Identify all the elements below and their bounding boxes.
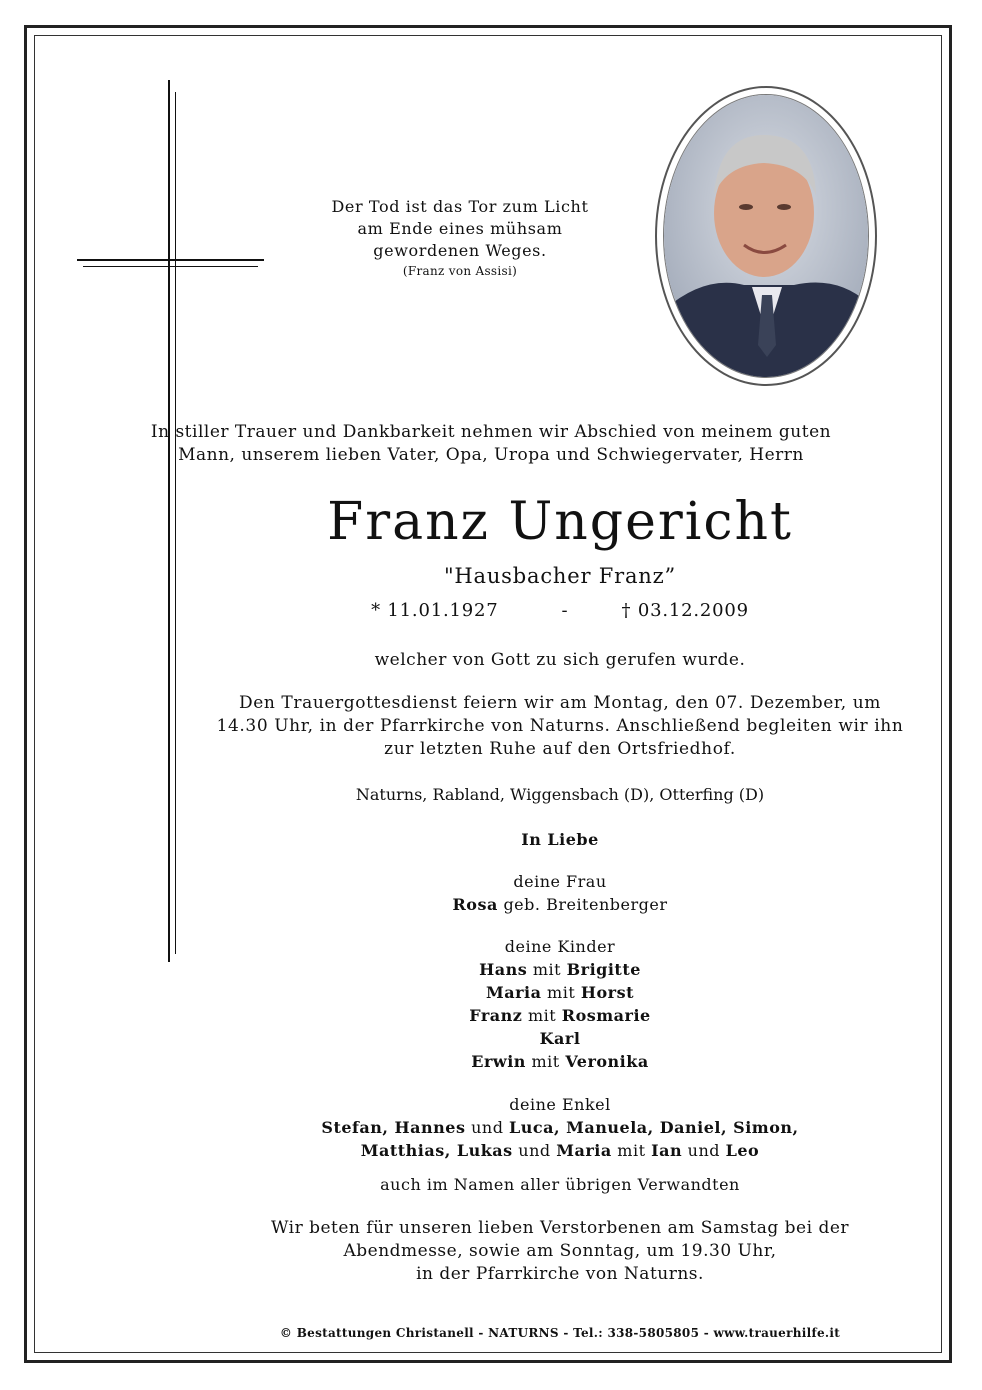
death-date: † 03.12.2009: [621, 600, 749, 621]
intro-line: Mann, unserem lieben Vater, Opa, Uropa und Schwiegervater, Herrn: [178, 445, 804, 465]
quote-line: gewordenen Weges.: [373, 241, 547, 260]
intro-text: [120, 421, 862, 467]
called-text: welcher von Gott zu sich gerufen wurde.: [374, 650, 746, 670]
grandchildren-label: deine Enkel: [509, 1095, 611, 1114]
quote-source: (Franz von Assisi): [402, 264, 518, 278]
quote: [300, 196, 620, 280]
service-line: zur letzten Ruhe auf den Ortsfriedhof.: [384, 739, 736, 759]
children-section: [260, 935, 860, 1073]
service-text: [160, 692, 960, 761]
intro-line: In stiller Trauer und Dankbarkeit nehmen wir Abschied von meinem guten: [150, 422, 832, 442]
wife-name: Rosa geb. Breitenberger: [452, 895, 668, 914]
child-row: Hans mit Brigitte: [479, 960, 641, 979]
date-separator: -: [561, 600, 569, 621]
footer: © Bestattungen Christanell - NATURNS - Tel.: 338-5805805 - www.trauerhilfe.it: [279, 1326, 841, 1340]
service-line: Den Trauergottesdienst feiern wir am Montag, den 07. Dezember, um: [238, 693, 882, 713]
child-row: Karl: [539, 1029, 581, 1048]
child-row: Franz mit Rosmarie: [469, 1006, 651, 1025]
life-dates: [260, 598, 860, 624]
relatives-text: auch im Namen aller übrigen Verwandten: [380, 1175, 740, 1194]
prayer-line: Abendmesse, sowie am Sonntag, um 19.30 Uhr,: [343, 1241, 777, 1261]
birth-date: * 11.01.1927: [371, 600, 499, 621]
places: Naturns, Rabland, Wiggensbach (D), Otterfing (D): [355, 785, 765, 804]
children-label: deine Kinder: [504, 937, 616, 956]
deceased-nickname: "Hausbacher Franz”: [443, 564, 677, 588]
portrait-photo: [663, 94, 869, 378]
prayer-text: [160, 1217, 960, 1286]
grandchildren-section: [260, 1093, 860, 1162]
in-love: In Liebe: [521, 830, 599, 849]
quote-line: Der Tod ist das Tor zum Licht: [331, 197, 589, 216]
child-row: Maria mit Horst: [486, 983, 634, 1002]
prayer-line: Wir beten für unseren lieben Verstorbenen am Samstag bei der: [270, 1218, 850, 1238]
grandchildren-line: Matthias, Lukas und Maria mit Ian und Leo: [360, 1141, 760, 1160]
wife-section: [260, 870, 860, 916]
child-row: Erwin mit Veronika: [471, 1052, 649, 1071]
service-line: 14.30 Uhr, in der Pfarrkirche von Naturns. Anschließend begleiten wir ihn: [216, 716, 904, 736]
quote-line: am Ende eines mühsam: [357, 219, 563, 238]
grandchildren-line: Stefan, Hannes und Luca, Manuela, Daniel, Simon,: [321, 1118, 799, 1137]
wife-label: deine Frau: [513, 872, 607, 891]
deceased-name: Franz Ungericht: [327, 492, 793, 552]
prayer-line: in der Pfarrkirche von Naturns.: [416, 1264, 704, 1284]
